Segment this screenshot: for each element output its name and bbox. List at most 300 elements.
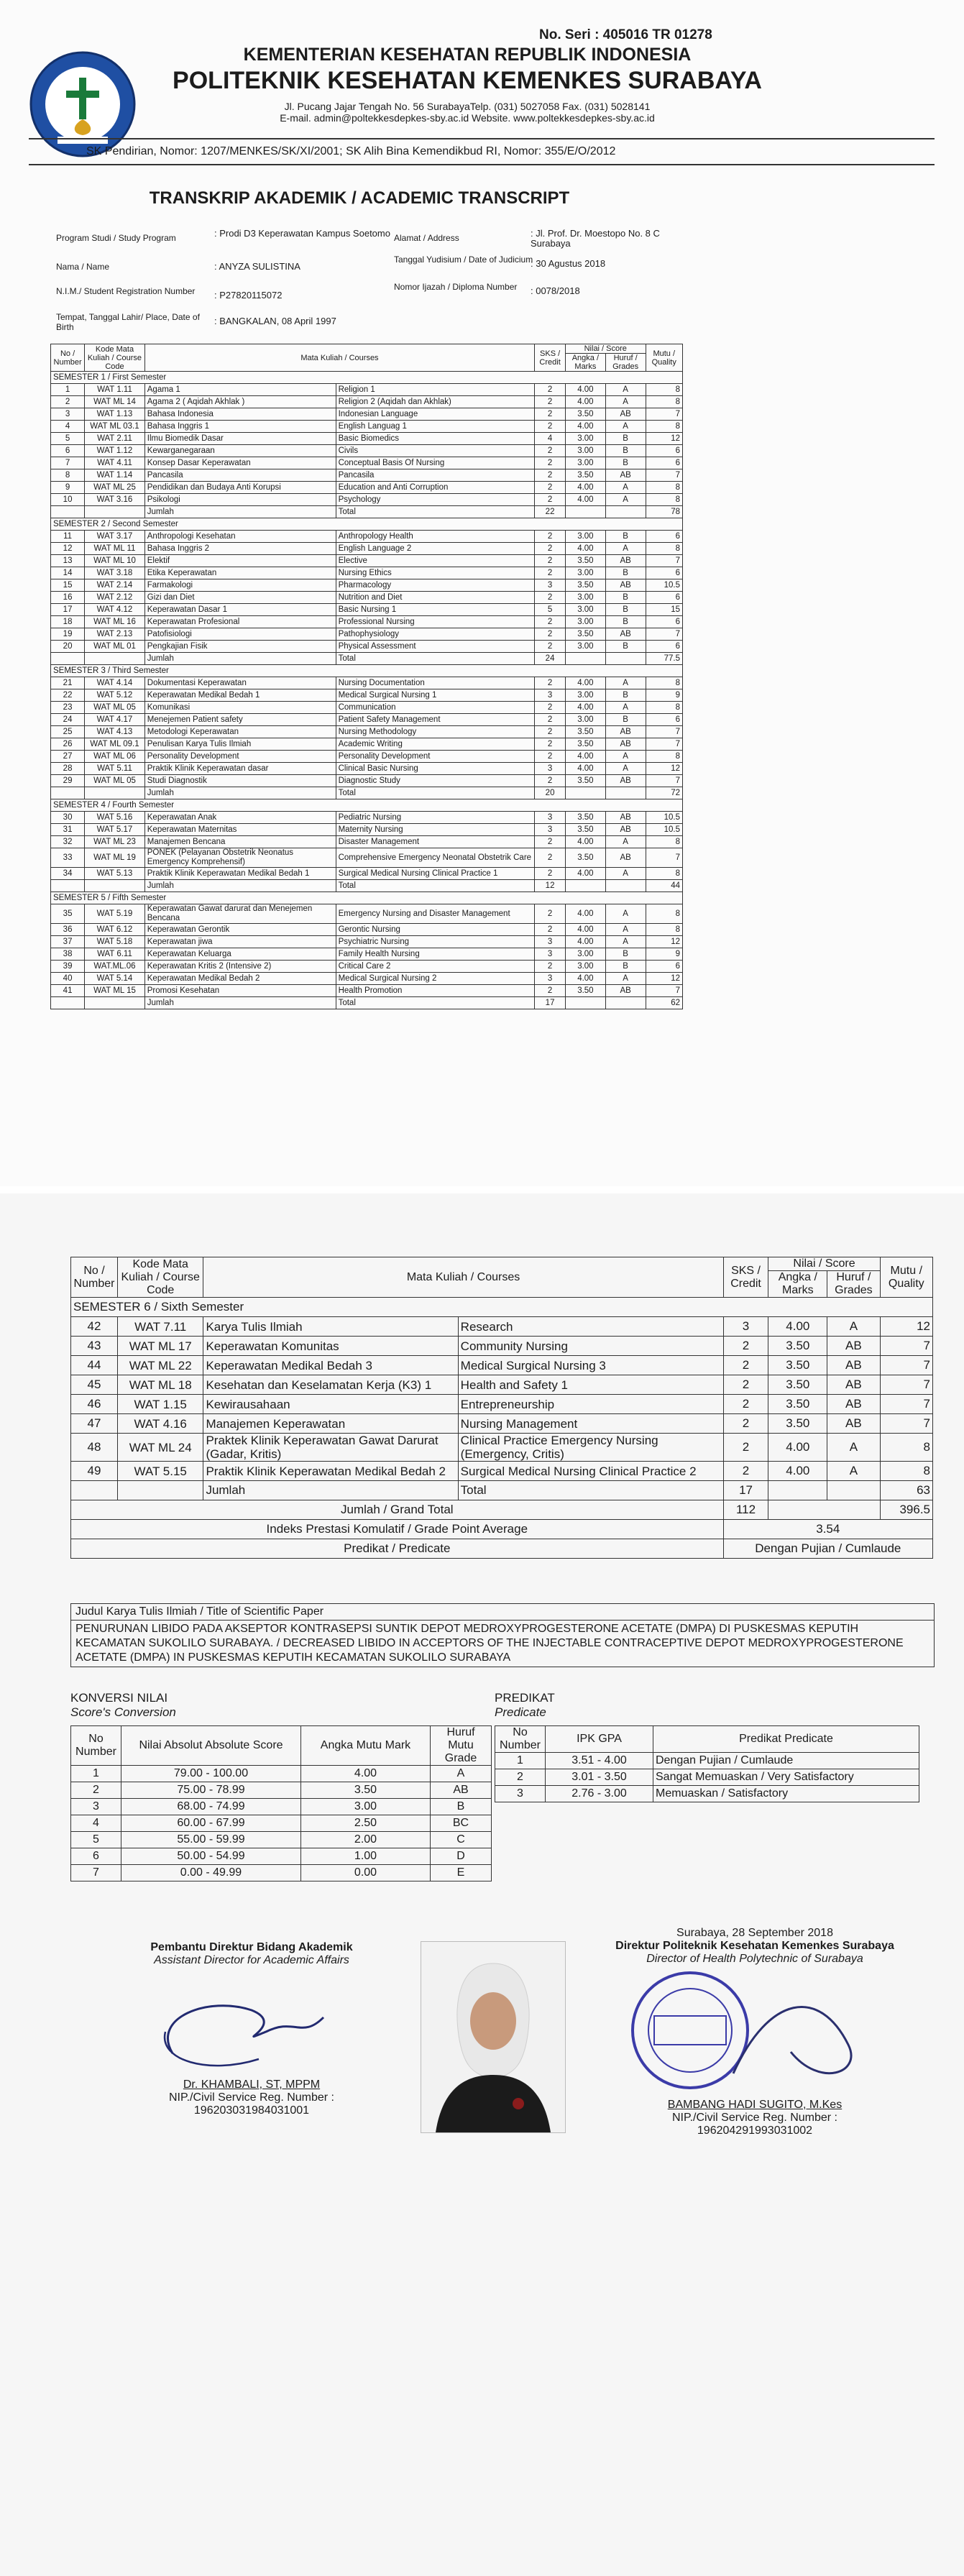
course-grade: A: [605, 936, 646, 948]
course-grade: B: [605, 961, 646, 973]
course-credit: 2: [535, 531, 566, 543]
course-mark: 3.50: [768, 1395, 827, 1414]
director-name: BAMBANG HADI SUGITO, M.Kes: [667, 2099, 843, 2111]
course-code: WAT ML 05: [85, 702, 145, 714]
info-value: : BANGKALAN, 08 April 1997: [214, 316, 336, 326]
course-name-en: Comprehensive Emergency Neonatal Obstetrik Care: [336, 848, 535, 868]
signer-nip-label: NIP./Civil Service Reg. Number :: [169, 2091, 334, 2104]
course-credit: 3: [535, 973, 566, 985]
course-mark: 4.00: [566, 396, 606, 408]
conv-mark: 3.00: [301, 1799, 431, 1815]
course-quality: 12: [646, 936, 683, 948]
row-number: 30: [51, 812, 85, 824]
predicate-value: Dengan Pujian / Cumlaude: [723, 1539, 932, 1559]
course-mark: 3.50: [566, 738, 606, 751]
info-key: N.I.M./ Student Registration Number: [56, 286, 196, 296]
total-blank: [605, 880, 646, 892]
course-name-id: Praktik Klinik Keperawatan Medikal Bedah 1: [144, 868, 336, 880]
conv-grade: C: [431, 1832, 492, 1848]
total-label-id: Jumlah: [144, 506, 336, 518]
table-row: [51, 714, 683, 726]
course-name-id: Keperawatan jiwa: [144, 936, 336, 948]
institution-logo: [29, 50, 137, 158]
course-mark: 3.50: [768, 1375, 827, 1395]
info-value: : Jl. Prof. Dr. Moestopo No. 8 C Surabaya: [531, 228, 660, 249]
course-quality: 7: [880, 1375, 932, 1395]
course-code: WAT ML 16: [85, 616, 145, 628]
course-name-en: Psychology: [336, 494, 535, 506]
document-title: TRANSKRIP AKADEMIK / ACADEMIC TRANSCRIPT: [149, 188, 570, 208]
course-name-en: Maternity Nursing: [336, 824, 535, 836]
institution-contact: E-mail. admin@poltekkesdepkes-sby.ac.id Website. www.poltekkesdepkes-sby.ac.id: [280, 112, 655, 124]
row-number: 48: [71, 1434, 118, 1462]
conversion-row: [71, 1848, 492, 1865]
row-number: 33: [51, 848, 85, 868]
row-number: 41: [51, 985, 85, 997]
total-row: [51, 653, 683, 665]
course-grade: A: [827, 1462, 880, 1481]
info-value: : 30 Agustus 2018: [531, 258, 606, 269]
course-credit: 3: [535, 824, 566, 836]
course-quality: 8: [646, 543, 683, 555]
course-mark: 3.50: [566, 775, 606, 787]
conv-range: 68.00 - 74.99: [121, 1799, 301, 1815]
row-number: 20: [51, 641, 85, 653]
course-name-id: Menejemen Patient safety: [144, 714, 336, 726]
transcript-table-page1: [50, 344, 683, 1009]
course-name-en: Conceptual Basis Of Nursing: [336, 457, 535, 469]
table-row: [71, 1414, 933, 1434]
course-name-id: Kewirausahaan: [203, 1395, 458, 1414]
course-grade: B: [605, 714, 646, 726]
score-conversion-body: [71, 1766, 492, 1881]
course-name-id: Bahasa Inggris 1: [144, 421, 336, 433]
course-name-en: Basic Biomedics: [336, 433, 535, 445]
table-row: [51, 531, 683, 543]
course-code: WAT ML 01: [85, 641, 145, 653]
course-credit: 5: [535, 604, 566, 616]
total-credit: 17: [535, 997, 566, 1009]
conversion-row: [71, 1799, 492, 1815]
course-credit: 2: [535, 482, 566, 494]
course-mark: 3.50: [566, 985, 606, 997]
course-quality: 7: [880, 1395, 932, 1414]
course-name-id: Manajemen Keperawatan: [203, 1414, 458, 1434]
predicate-subtitle: Predicate: [495, 1705, 546, 1719]
total-row: [51, 880, 683, 892]
conv-mark: 1.00: [301, 1848, 431, 1865]
table-row: [51, 961, 683, 973]
total-credit: 20: [535, 787, 566, 799]
course-grade: B: [605, 567, 646, 579]
row-number: 25: [51, 726, 85, 738]
transcript-page-1: [0, 0, 964, 1186]
course-grade: A: [605, 868, 646, 880]
row-number: 47: [71, 1414, 118, 1434]
course-grade: A: [605, 482, 646, 494]
course-name-id: Keperawatan Dasar 1: [144, 604, 336, 616]
col-score: Nilai / Score: [768, 1257, 880, 1271]
course-credit: 2: [535, 836, 566, 848]
course-name-en: Nursing Documentation: [336, 677, 535, 689]
course-credit: 2: [535, 738, 566, 751]
course-name-en: Surgical Medical Nursing Clinical Practice 1: [336, 868, 535, 880]
row-number: 5: [51, 433, 85, 445]
row-number: 43: [71, 1337, 118, 1356]
table-row: [51, 482, 683, 494]
course-quality: 7: [646, 555, 683, 567]
course-grade: A: [605, 384, 646, 396]
course-grade: A: [605, 924, 646, 936]
course-code: WAT ML 25: [85, 482, 145, 494]
course-code: WAT 7.11: [117, 1317, 203, 1337]
pred-text: Sangat Memuaskan / Very Satisfactory: [653, 1769, 919, 1786]
course-code: WAT 4.17: [85, 714, 145, 726]
course-code: WAT 2.13: [85, 628, 145, 641]
course-mark: 3.00: [566, 592, 606, 604]
course-name-en: Professional Nursing: [336, 616, 535, 628]
course-name-en: Nursing Management: [458, 1414, 723, 1434]
col-sks: SKS / Credit: [535, 344, 566, 372]
total-label-id: Jumlah: [144, 997, 336, 1009]
course-code: WAT 2.11: [85, 433, 145, 445]
handwritten-signature: [144, 1967, 359, 2075]
course-name-en: Pharmacology: [336, 579, 535, 592]
course-quality: 10.5: [646, 579, 683, 592]
conv-no: 6: [71, 1848, 121, 1865]
row-number: 49: [71, 1462, 118, 1481]
letterhead: [144, 45, 791, 124]
thesis-box: [70, 1603, 935, 1667]
table-row: [51, 628, 683, 641]
total-credit: 24: [535, 653, 566, 665]
grand-total-label: Jumlah / Grand Total: [71, 1500, 724, 1520]
total-blank: [51, 997, 85, 1009]
col-marks: Angka / Marks: [566, 354, 606, 372]
course-grade: AB: [827, 1375, 880, 1395]
course-mark: 3.00: [566, 531, 606, 543]
course-quality: 6: [646, 457, 683, 469]
course-name-id: Pengkajian Fisik: [144, 641, 336, 653]
course-quality: 6: [646, 592, 683, 604]
pred-col-gpa: IPK GPA: [546, 1726, 653, 1753]
course-grade: AB: [605, 985, 646, 997]
course-grade: AB: [605, 848, 646, 868]
course-code: WAT 1.12: [85, 445, 145, 457]
total-blank: [605, 787, 646, 799]
course-grade: A: [827, 1434, 880, 1462]
predicate-heading: [495, 1691, 555, 1720]
course-name-id: Keperawatan Maternitas: [144, 824, 336, 836]
transcript-body-page2: [71, 1298, 933, 1500]
course-name-id: Studi Diagnostik: [144, 775, 336, 787]
course-grade: B: [605, 445, 646, 457]
row-number: 18: [51, 616, 85, 628]
conversion-row: [71, 1865, 492, 1881]
course-grade: B: [605, 616, 646, 628]
table-row: [71, 1337, 933, 1356]
course-name-id: Praktik Klinik Keperawatan Medikal Bedah 2: [203, 1462, 458, 1481]
course-quality: 7: [646, 775, 683, 787]
total-blank: [85, 506, 145, 518]
course-name-en: Basic Nursing 1: [336, 604, 535, 616]
course-name-en: Critical Care 2: [336, 961, 535, 973]
course-mark: 3.50: [768, 1337, 827, 1356]
course-mark: 3.00: [566, 948, 606, 961]
course-grade: B: [605, 433, 646, 445]
conv-mark: 4.00: [301, 1766, 431, 1782]
conv-no: 7: [71, 1865, 121, 1881]
course-name-id: PONEK (Pelayanan Obstetrik Neonatus Emergency Komprehensif): [144, 848, 336, 868]
total-blank: [51, 653, 85, 665]
letterhead-divider-2: [29, 164, 935, 165]
course-name-en: Diagnostic Study: [336, 775, 535, 787]
table-row: [71, 1375, 933, 1395]
row-number: 22: [51, 689, 85, 702]
course-name-en: Research: [458, 1317, 723, 1337]
info-value: : Prodi D3 Keperawatan Kampus Soetomo: [214, 228, 390, 239]
course-credit: 2: [535, 494, 566, 506]
course-code: WAT 5.12: [85, 689, 145, 702]
course-name-id: Komunikasi: [144, 702, 336, 714]
course-credit: 2: [535, 567, 566, 579]
course-name-en: Academic Writing: [336, 738, 535, 751]
course-name-en: Medical Surgical Nursing 1: [336, 689, 535, 702]
semester-title: SEMESTER 6 / Sixth Semester: [71, 1298, 933, 1317]
course-quality: 7: [880, 1414, 932, 1434]
course-code: WAT 5.18: [85, 936, 145, 948]
course-grade: B: [605, 531, 646, 543]
col-marks: Angka / Marks: [768, 1271, 827, 1298]
course-credit: 2: [535, 457, 566, 469]
table-row: [71, 1317, 933, 1337]
course-mark: 4.00: [566, 924, 606, 936]
course-code: WAT 4.14: [85, 677, 145, 689]
predicate-body: [495, 1753, 919, 1802]
course-credit: 2: [535, 628, 566, 641]
total-quality: 72: [646, 787, 683, 799]
course-name-en: Community Nursing: [458, 1337, 723, 1356]
gpa-value: 3.54: [723, 1520, 932, 1539]
signer-subtitle: Assistant Director for Academic Affairs: [154, 1954, 349, 1966]
conv-mark: 2.50: [301, 1815, 431, 1832]
course-name-id: Psikologi: [144, 494, 336, 506]
course-credit: 2: [535, 677, 566, 689]
semester-title: SEMESTER 1 / First Semester: [51, 372, 683, 384]
table-row: [51, 763, 683, 775]
predicate-row: [495, 1769, 919, 1786]
row-number: 29: [51, 775, 85, 787]
course-code: WAT ML 22: [117, 1356, 203, 1375]
course-credit: 2: [535, 961, 566, 973]
course-mark: 3.50: [566, 726, 606, 738]
course-credit: 2: [535, 469, 566, 482]
col-course: Mata Kuliah / Courses: [144, 344, 534, 372]
row-number: 3: [51, 408, 85, 421]
table-row: [51, 985, 683, 997]
conversion-heading: [70, 1691, 176, 1720]
course-mark: 4.00: [566, 421, 606, 433]
course-mark: 3.50: [566, 555, 606, 567]
course-name-en: Psychiatric Nursing: [336, 936, 535, 948]
thesis-title: PENURUNAN LIBIDO PADA AKSEPTOR KONTRASEPSI SUNTIK DEPOT MEDROXYPROGESTERONE ACETATE (DMPA) DI PUSKESMAS KEPUTIH KECAMATAN SUKOLILO SURABAYA. / DECREASED LIBIDO IN ACCEPTORS OF THE INJECTABLE CONTRACEPTIVE DEPOT MEDROXYPROGESTERONE ACETATE (DMPA) IN PUSKESMAS KEPUTIH KECAMATAN SUKOLILO SURABAYA: [75, 1623, 904, 1664]
info-value: : 0078/2018: [531, 285, 580, 296]
info-key: Tempat, Tanggal Lahir/ Place, Date of Birth: [56, 312, 200, 332]
total-quality: 78: [646, 506, 683, 518]
course-name-id: Elektif: [144, 555, 336, 567]
course-grade: AB: [605, 555, 646, 567]
course-code: WAT 1.11: [85, 384, 145, 396]
total-label-id: Jumlah: [144, 653, 336, 665]
pred-col-predicate: Predikat Predicate: [653, 1726, 919, 1753]
total-blank: [85, 997, 145, 1009]
total-blank: [566, 653, 606, 665]
row-number: 4: [51, 421, 85, 433]
course-credit: 2: [535, 751, 566, 763]
score-conversion-table: [70, 1725, 492, 1881]
course-quality: 7: [646, 469, 683, 482]
course-name-en: Indonesian Language: [336, 408, 535, 421]
course-name-id: Metodologi Keperawatan: [144, 726, 336, 738]
course-grade: A: [605, 751, 646, 763]
course-name-en: Emergency Nursing and Disaster Management: [336, 904, 535, 924]
course-quality: 6: [646, 714, 683, 726]
course-mark: 3.50: [768, 1356, 827, 1375]
info-key: Nama / Name: [56, 262, 110, 272]
row-number: 38: [51, 948, 85, 961]
table-row: [51, 702, 683, 714]
student-info: [56, 229, 703, 336]
table-row: [51, 936, 683, 948]
total-row: [71, 1481, 933, 1500]
conv-no: 5: [71, 1832, 121, 1848]
course-quality: 8: [646, 421, 683, 433]
course-credit: 2: [535, 396, 566, 408]
total-blank: [85, 880, 145, 892]
row-number: 10: [51, 494, 85, 506]
course-mark: 3.00: [566, 445, 606, 457]
total-label-en: Total: [336, 653, 535, 665]
course-quality: 15: [646, 604, 683, 616]
course-name-en: Health and Safety 1: [458, 1375, 723, 1395]
course-quality: 10.5: [646, 824, 683, 836]
course-quality: 8: [880, 1434, 932, 1462]
conv-grade: BC: [431, 1815, 492, 1832]
conv-range: 75.00 - 78.99: [121, 1782, 301, 1799]
course-quality: 8: [646, 904, 683, 924]
conv-col-grade: Huruf Mutu Grade: [431, 1726, 492, 1766]
course-grade: A: [605, 973, 646, 985]
course-mark: 3.00: [566, 433, 606, 445]
conversion-row: [71, 1815, 492, 1832]
course-quality: 6: [646, 531, 683, 543]
course-name-id: Keperawatan Kritis 2 (Intensive 2): [144, 961, 336, 973]
gpa-label: Indeks Prestasi Komulatif / Grade Point Average: [71, 1520, 724, 1539]
course-credit: 2: [535, 408, 566, 421]
course-name-id: Keperawatan Komunitas: [203, 1337, 458, 1356]
course-mark: 4.00: [566, 836, 606, 848]
course-code: WAT ML 18: [117, 1375, 203, 1395]
course-quality: 8: [646, 384, 683, 396]
pred-gpa: 2.76 - 3.00: [546, 1786, 653, 1802]
total-blank: [51, 506, 85, 518]
course-name-en: Patient Safety Management: [336, 714, 535, 726]
semester-title: SEMESTER 3 / Third Semester: [51, 665, 683, 677]
course-code: WAT 6.11: [85, 948, 145, 961]
total-blank: [85, 653, 145, 665]
course-mark: 4.00: [566, 936, 606, 948]
predicate-label: Predikat / Predicate: [71, 1539, 724, 1559]
course-name-id: Ilmu Biomedik Dasar: [144, 433, 336, 445]
row-number: 26: [51, 738, 85, 751]
conv-mark: 0.00: [301, 1865, 431, 1881]
course-quality: 8: [646, 836, 683, 848]
course-name-id: Karya Tulis Ilmiah: [203, 1317, 458, 1337]
course-code: WAT 1.13: [85, 408, 145, 421]
course-credit: 3: [535, 763, 566, 775]
official-stamp: [604, 1966, 906, 2095]
course-credit: 2: [535, 543, 566, 555]
course-name-id: Promosi Kesehatan: [144, 985, 336, 997]
course-grade: A: [605, 494, 646, 506]
table-row: [51, 592, 683, 604]
semester-row: [51, 372, 683, 384]
conv-mark: 2.00: [301, 1832, 431, 1848]
table-row: [71, 1434, 933, 1462]
course-mark: 3.00: [566, 604, 606, 616]
signer-name: Dr. KHAMBALI, ST, MPPM: [183, 2078, 321, 2091]
course-quality: 8: [880, 1462, 932, 1481]
total-row: [51, 997, 683, 1009]
institution-address: Jl. Pucang Jajar Tengah No. 56 SurabayaTelp. (031) 5027058 Fax. (031) 5028141: [284, 101, 651, 112]
pred-text: Dengan Pujian / Cumlaude: [653, 1753, 919, 1769]
signature-block-left: [101, 1941, 403, 2117]
course-name-id: Kewarganegaraan: [144, 445, 336, 457]
course-mark: 3.00: [566, 714, 606, 726]
course-grade: A: [605, 836, 646, 848]
table-row: [51, 775, 683, 787]
row-number: 44: [71, 1356, 118, 1375]
table-row: [51, 848, 683, 868]
course-mark: 3.50: [566, 824, 606, 836]
course-code: WAT 1.15: [117, 1395, 203, 1414]
course-name-id: Pancasila: [144, 469, 336, 482]
course-quality: 8: [646, 677, 683, 689]
course-mark: 4.00: [566, 543, 606, 555]
table-row: [51, 604, 683, 616]
semester-row: [51, 892, 683, 904]
course-grade: B: [605, 948, 646, 961]
course-quality: 7: [646, 408, 683, 421]
course-credit: 3: [535, 689, 566, 702]
total-credit: 12: [535, 880, 566, 892]
row-number: 28: [51, 763, 85, 775]
course-credit: 2: [535, 714, 566, 726]
course-mark: 4.00: [566, 904, 606, 924]
table-row: [51, 726, 683, 738]
semester-title: SEMESTER 2 / Second Semester: [51, 518, 683, 531]
course-code: WAT 4.13: [85, 726, 145, 738]
conversion-row: [71, 1782, 492, 1799]
course-name-id: Keperawatan Medikal Bedah 3: [203, 1356, 458, 1375]
row-number: 8: [51, 469, 85, 482]
total-quality: 77.5: [646, 653, 683, 665]
semester-title: SEMESTER 4 / Fourth Semester: [51, 799, 683, 812]
course-code: WAT ML 10: [85, 555, 145, 567]
conv-range: 55.00 - 59.99: [121, 1832, 301, 1848]
course-name-id: Keperawatan Medikal Bedah 1: [144, 689, 336, 702]
course-quality: 8: [646, 751, 683, 763]
